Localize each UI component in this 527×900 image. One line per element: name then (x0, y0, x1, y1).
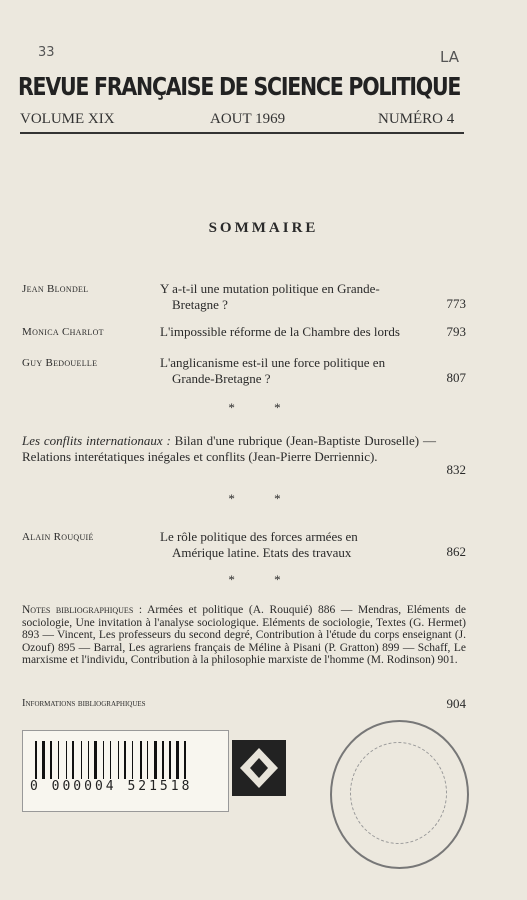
article-title-line: Y a-t-il une mutation politique en Grande- (160, 281, 380, 296)
article-title[interactable] (160, 281, 436, 313)
article-author: Jean Blondel (22, 283, 89, 295)
logo-icon (232, 740, 286, 796)
barcode-number: 0 000004 521518 (30, 779, 193, 794)
article-title-line: Bretagne ? (172, 297, 228, 312)
section-title: SOMMAIRE (208, 220, 319, 236)
barcode-bars (23, 735, 228, 785)
conflits-entry[interactable] (22, 433, 436, 465)
publisher-logo (232, 740, 286, 796)
article-title-line: Amérique latine. Etats des travaux (172, 545, 352, 560)
issue-number: NUMÉRO 4 (378, 111, 455, 127)
article-title-line: L'impossible réforme de la Chambre des lords (160, 324, 400, 339)
volume-label: VOLUME XIX (20, 111, 115, 127)
conflits-text: Bilan d'une rubrique (Jean-Baptiste Duroselle) — Relations interétatiques inégales et conflits (Jean-Pierre Derriennic). (22, 433, 436, 464)
conflits-rubric: Les conflits internationaux : (22, 433, 171, 448)
article-page: 793 (446, 324, 466, 339)
separator-stars: * * (228, 491, 299, 506)
article-title[interactable] (160, 529, 436, 561)
handwritten-initials: LA (440, 48, 459, 66)
informations-page: 904 (446, 696, 466, 711)
article-page: 807 (446, 370, 466, 385)
article-title-line: L'anglicanisme est-il une force politique en (160, 355, 386, 370)
article-title-line: Le rôle politique des forces armées en (160, 529, 358, 544)
article-title[interactable] (160, 324, 436, 340)
issue-date: AOUT 1969 (210, 111, 286, 127)
barcode (22, 730, 229, 812)
article-author: Alain Rouquié (22, 531, 94, 543)
article-title-line: Grande-Bretagne ? (172, 371, 271, 386)
article-author: Monica Charlot (22, 326, 104, 338)
handwritten-number: 33 (38, 45, 55, 60)
notes-label: Notes bibliographiques : (22, 604, 143, 616)
library-stamp-inner (350, 742, 447, 844)
separator-stars: * * (228, 400, 299, 415)
conflits-page: 832 (446, 462, 466, 477)
article-page: 862 (446, 544, 466, 559)
journal-title: REVUE FRANÇAISE DE SCIENCE POLITIQUE (18, 72, 461, 101)
article-title[interactable] (160, 355, 436, 387)
informations-label[interactable]: Informations bibliographiques (22, 698, 146, 709)
article-page: 773 (446, 296, 466, 311)
separator-stars: * * (228, 572, 299, 587)
notes-text: Armées et politique (A. Rouquié) 886 — Mendras, Eléments de sociologie, Une invitation à l'analyse sociologique. Eléments de sociologie, Textes (G. Hermet) 893 — Vincent, Les professeurs du second degré, Contribution à l'étude du corps enseignant (J. Ozouf) 895 — Barral, Les agrariens français de Méline à Pisani (P. Gratton) 899 — Schaff, Le marxisme et l'individu, Contribution à la philosophie marxiste de l'homme (M. Rodinson) 901. (22, 604, 466, 667)
header-rule (20, 132, 464, 134)
article-author: Guy Bedouelle (22, 357, 98, 369)
bibliographic-notes (22, 604, 466, 667)
